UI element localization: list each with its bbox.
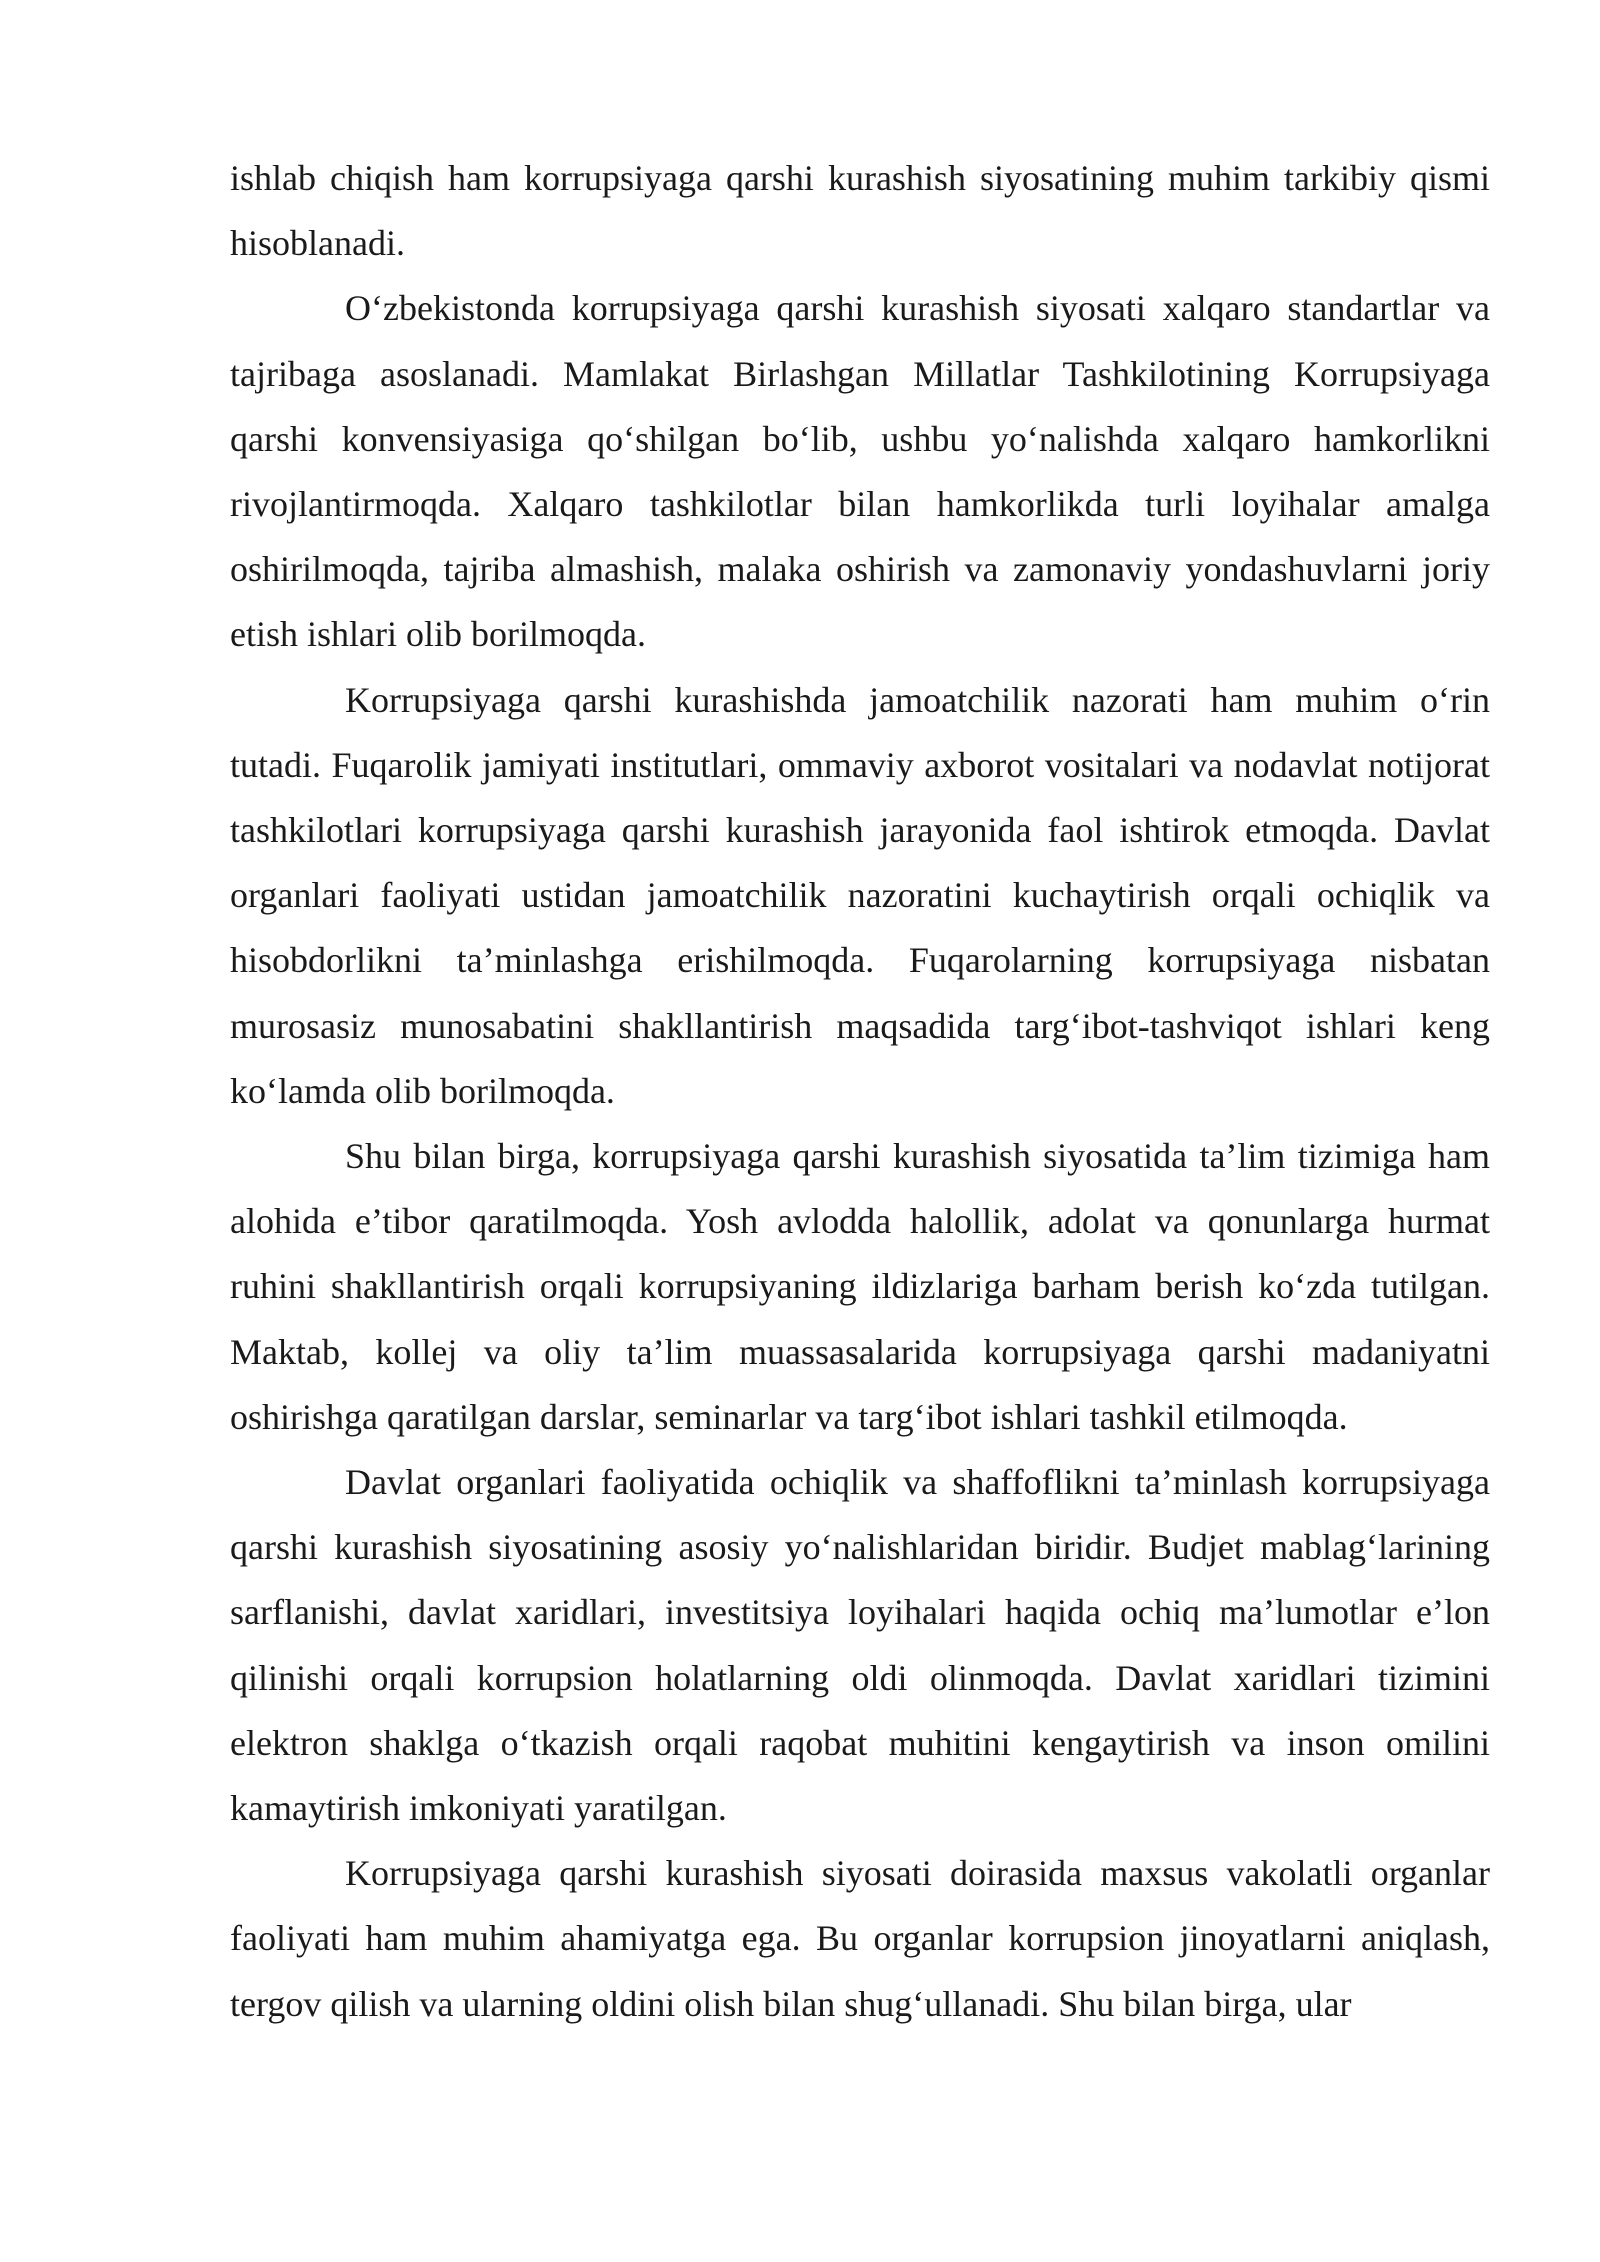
paragraph-special-agencies: Korrupsiyaga qarshi kurashish siyosati doirasida maxsus vakolatli organlar faoliyati ham muhim ahamiyatga ega. Bu organlar korrupsion jinoyatlarni aniqlash, tergov qilish va ularning oldini olish bilan shug‘ullanadi. Shu bilan birga, ular	[230, 1853, 1490, 2024]
paragraph-international-standards: O‘zbekistonda korrupsiyaga qarshi kurashish siyosati xalqaro standartlar va tajribaga asoslanadi. Mamlakat Birlashgan Millatlar Tashkilotining Korrupsiyaga qarshi konvensiyasiga qo‘shilgan bo‘lib, ushbu yo‘nalishda xalqaro hamkorlikni rivojlantirmoqda. Xalqaro tashkilotlar bilan hamkorlikda turli loyihalar amalga oshirilmoqda, tajriba almashish, malaka oshirish va zamonaviy yondashuvlarni joriy etish ishlari olib borilmoqda.	[230, 288, 1490, 655]
paragraph-continuation: ishlab chiqish ham korrupsiyaga qarshi kurashish siyosatining muhim tarkibiy qismi hisoblanadi.	[230, 158, 1490, 264]
paragraph-education-system: Shu bilan birga, korrupsiyaga qarshi kurashish siyosatida ta’lim tizimiga ham alohida e’tibor qaratilmoqda. Yosh avlodda halollik, adolat va qonunlarga hurmat ruhini shakllantirish orqali korrupsiyaning ildizlariga barham berish ko‘zda tutilgan. Maktab, kollej va oliy ta’lim muassasalarida korrupsiyaga qarshi madaniyatni oshirishga qaratilgan darslar, seminarlar va targ‘ibot ishlari tashkil etilmoqda.	[230, 1136, 1490, 1437]
paragraph-transparency: Davlat organlari faoliyatida ochiqlik va shaffoflikni ta’minlash korrupsiyaga qarshi kurashish siyosatining asosiy yo‘nalishlaridan biridir. Budjet mablag‘larining sarflanishi, davlat xaridlari, investitsiya loyihalari haqida ochiq ma’lumotlar e’lon qilinishi orqali korrupsion holatlarning oldi olinmoqda. Davlat xaridlari tizimini elektron shaklga o‘tkazish orqali raqobat muhitini kengaytirish va inson omilini kamaytirish imkoniyati yaratilgan.	[230, 1462, 1490, 1829]
paragraph-public-oversight: Korrupsiyaga qarshi kurashishda jamoatchilik nazorati ham muhim o‘rin tutadi. Fuqarolik jamiyati institutlari, ommaviy axborot vositalari va nodavlat notijorat tashkilotlari korrupsiyaga qarshi kurashish jarayonida faol ishtirok etmoqda. Davlat organlari faoliyati ustidan jamoatchilik nazoratini kuchaytirish orqali ochiqlik va hisobdorlikni ta’minlashga erishilmoqda. Fuqarolarning korrupsiyaga nisbatan murosasiz munosabatini shakllantirish maqsadida targ‘ibot-tashviqot ishlari keng ko‘lamda olib borilmoqda.	[230, 679, 1490, 1111]
document-body	[230, 146, 1490, 2037]
